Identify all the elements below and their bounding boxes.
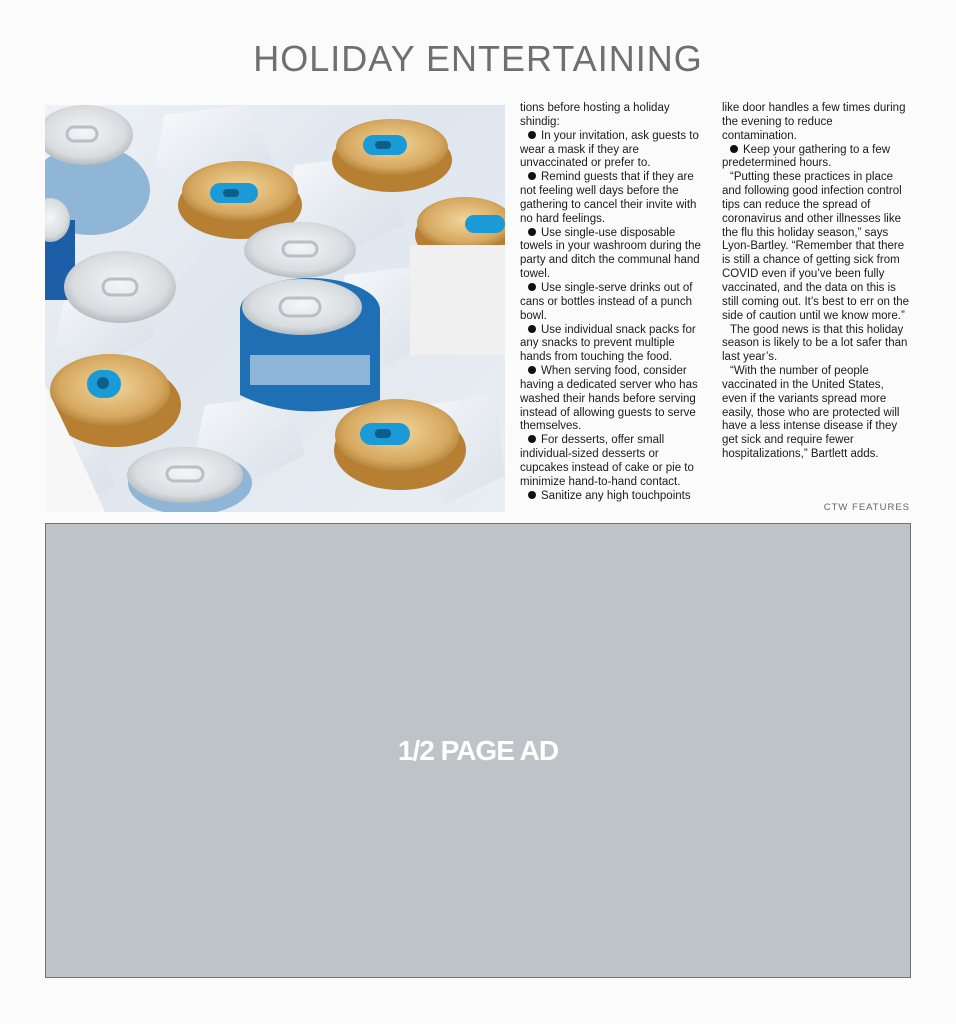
paragraph: tions before hosting a holiday shindig: [520,102,670,128]
bullet-icon [528,491,536,499]
bullet-item [520,490,708,504]
bullet-text: For desserts, offer small individual-sized desserts or cupcakes instead of cake or pie to minimize hand-to-hand contact. [520,434,694,488]
bullet-icon [528,325,536,333]
bullet-text: Remind guests that if they are not feeling well days before the gathering to cancel their invite with no hard feelings. [520,171,697,225]
bullet-item [722,144,910,172]
bullet-text: Use individual snack packs for any snacks to prevent multiple hands from touching the food. [520,323,696,364]
article-column-2 [722,102,910,462]
bullet-item [520,171,708,226]
bullet-item [520,227,708,282]
bullet-item [520,130,708,172]
paragraph: “With the number of people vaccinated in the United States, even if the variants spread more easily, those who are protected will have a less intense disease if they get sick and require fewer hospitalizations,” Bartlett adds. [722,365,900,461]
bullet-icon [528,435,536,443]
bullet-icon [528,283,536,291]
bullet-text: Use single-serve drinks out of cans or bottles instead of a punch bowl. [520,281,693,322]
photo-credit: CTW FEATURES [823,502,910,513]
bullet-icon [528,366,536,374]
bullet-text: Use single-use disposable towels in your washroom during the party and ditch the communal hand towel. [520,226,701,281]
bullet-icon [528,172,536,180]
bullet-text: Keep your gathering to a few predetermined hours. [722,143,891,170]
bullet-text: In your invitation, ask guests to wear a mask if they are unvaccinated or prefer to. [520,129,699,170]
cans-on-ice-illustration [45,105,505,512]
bullet-item [520,324,708,366]
cans-on-ice-photo [45,105,505,512]
bullet-item [520,434,708,489]
page-title: HOLIDAY ENTERTAINING [253,38,703,79]
paragraph: like door handles a few times during the evening to reduce contamination. [722,102,906,142]
bullet-icon [730,145,738,153]
bullet-item [520,282,708,324]
half-page-ad[interactable] [45,523,911,978]
bullet-icon [528,228,536,236]
bullet-icon [528,131,536,139]
ad-label: 1/2 PAGE AD [397,734,559,766]
article-column-1 [520,102,708,503]
paragraph: “Putting these practices in place and following good infection control tips can reduce the spread of coronavirus and other illnesses like the flu this holiday season,” says Lyon-Bartley. “Remember that there is still a chance of getting sick from COVID even if you’ve been fully vaccinated, and the data on this is still coming out. It’s best to err on the side of caution until we know more.” [722,171,910,322]
bullet-item [520,365,708,434]
paragraph: The good news is that this holiday season is likely to be a lot safer than last year’s. [722,323,908,364]
bullet-text: Sanitize any high touchpoints [541,489,691,502]
bullet-text: When serving food, consider having a dedicated server who has washed their hands before serving instead of allowing guests to serve themselves. [520,365,698,433]
